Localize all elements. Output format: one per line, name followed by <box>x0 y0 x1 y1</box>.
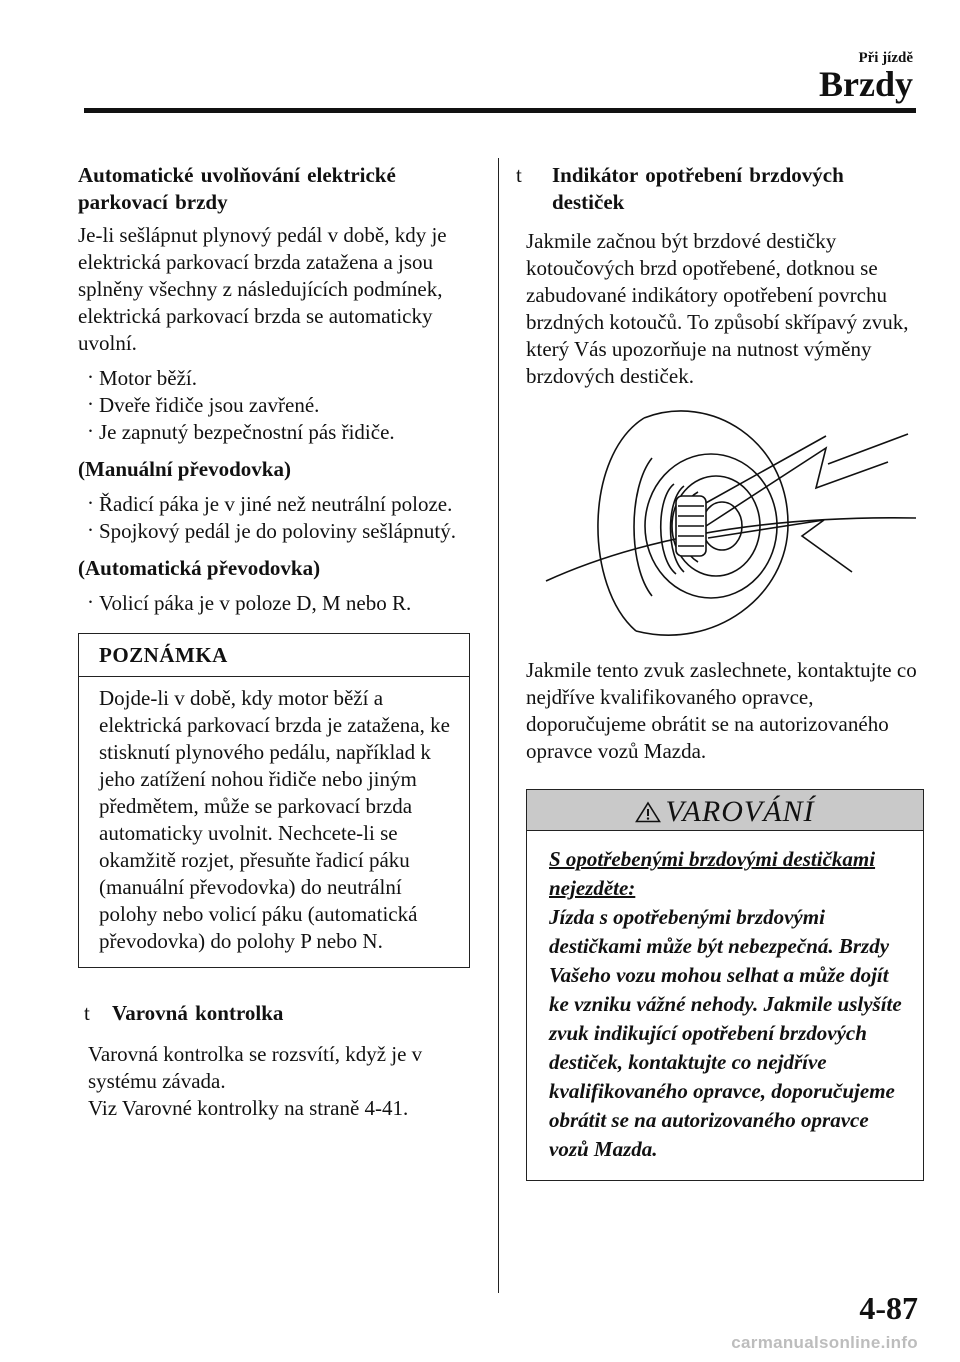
warning-title: VAROVÁNÍ <box>527 790 923 831</box>
section-label: Při jízdě <box>858 50 913 66</box>
warning-light-text: Varovná kontrolka se rozsvítí, když je v systému závada. <box>88 1042 423 1093</box>
list-item: · Řadicí páka je v jiné než neutrální poloze. <box>87 491 453 516</box>
list-item: · Motor běží. <box>87 365 197 390</box>
column-divider <box>498 158 499 1293</box>
manual-transmission-label: (Manuální převodovka) <box>78 457 291 481</box>
list-item: · Je zapnutý bezpečnostní pás řidiče. <box>87 419 395 444</box>
header-rule <box>84 108 916 113</box>
manual-conditions-list <box>78 491 472 545</box>
page-number: 4-87 <box>859 1290 918 1326</box>
warning-text: Jízda s opotřebenými brzdovými destičkami může být nebezpečná. Brzdy Vašeho vozu mohou selhat a může dojít ke vzniku vážné nehody. Jakmile uslyšíte zvuk indikující opotřebení brzdových destiček, kontaktujte co nejdříve kvalifikovaného opravce, doporučujeme obrátit se na autorizovaného opravce vozů Mazda. <box>549 905 902 1161</box>
warning-light-reference: Viz Varovné kontrolky na straně 4-41. <box>88 1096 409 1120</box>
wear-indicator-heading: t Indikátor opotřebení brzdových destiček <box>516 163 844 214</box>
page-title: Brzdy <box>819 64 913 104</box>
warning-box <box>526 789 924 1181</box>
auto-release-intro: Je-li sešlápnut plynový pedál v době, kdy je elektrická parkovací brzda zatažena a jsou splněny všechny z následujících podmínek, elektrická parkovací brzda se automaticky uvolní. <box>78 223 447 355</box>
left-column <box>78 162 472 1122</box>
right-column <box>516 162 918 1181</box>
note-box <box>78 633 470 968</box>
warning-light-heading: t Varovná kontrolka <box>84 1001 284 1025</box>
brake-wear-indicator-illustration <box>526 396 926 646</box>
automatic-transmission-label: (Automatická převodovka) <box>78 556 321 580</box>
warning-text-block <box>527 831 923 1180</box>
list-item: · Dveře řidiče jsou zavřené. <box>87 392 320 417</box>
contact-service-text: Jakmile tento zvuk zaslechnete, kontaktujte co nejdříve kvalifikovaného opravce, doporučujeme obrátit se na autorizovaného opravce vozů Mazda. <box>526 658 917 763</box>
wear-indicator-text: Jakmile začnou být brzdové destičky kotoučových brzd opotřebené, dotknou se zabudované indikátory opotřebení povrchu brzdných kotoučů. To způsobí skřípavý zvuk, který Vás upozorňuje na nutnost výměny brzdových destiček. <box>526 229 909 388</box>
automatic-conditions-list <box>78 590 472 617</box>
note-title: POZNÁMKA <box>79 634 469 677</box>
warning-triangle-icon <box>635 801 661 823</box>
list-item: · Spojkový pedál je do poloviny sešlápnutý. <box>87 518 456 543</box>
note-text: Dojde-li v době, kdy motor běží a elektrická parkovací brzda je zatažena, ke stisknutí plynového pedálu, například k jeho zatížení nohou řidiče nebo jiným předmětem, může se parkovací brzda automaticky uvolnit. Nechcete-li se okamžitě rozjet, přesuňte řadicí páku (manuální převodovka) do neutrální polohy nebo volicí páku (automatická převodovka) do polohy P nebo N. <box>99 686 450 953</box>
warning-lead: S opotřebenými brzdovými destičkami nejezděte: <box>549 847 876 900</box>
watermark: carmanualsonline.info <box>731 1333 918 1352</box>
section-marker-icon: t <box>516 163 522 187</box>
general-conditions-list <box>78 365 472 446</box>
section-marker-icon: t <box>84 1001 90 1025</box>
list-item: · Volicí páka je v poloze D, M nebo R. <box>87 590 412 615</box>
auto-release-heading: Automatické uvolňování elektrické parkovací brzdy <box>78 163 396 214</box>
